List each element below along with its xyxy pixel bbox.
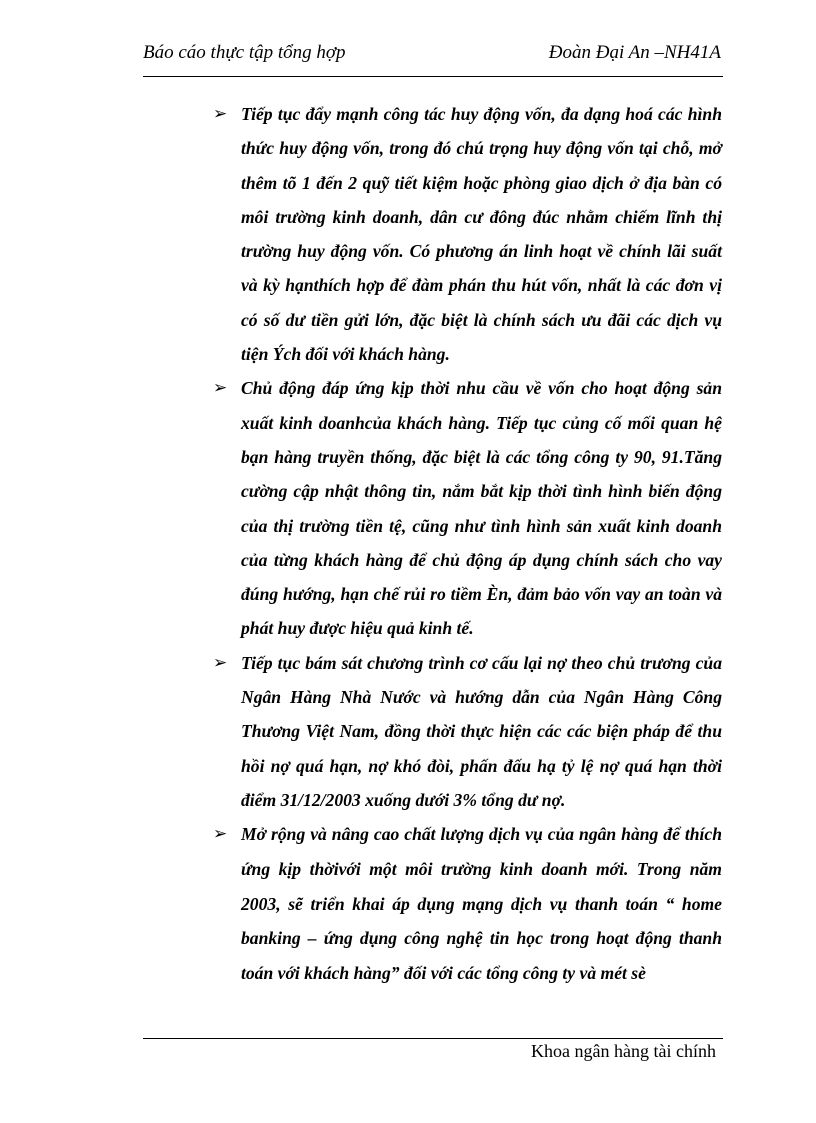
bullet-text-3: Tiếp tục bám sát chương trình cơ cấu lại nợ theo chủ trương của Ngân Hàng Nhà Nước và hướng dẫn của Ngân Hàng Công Thương Việt Nam, đồng thời thực hiện các các biện pháp để thu hồi nợ quá hạn, nợ khó đòi, phấn đấu hạ tỷ lệ nợ quá hạn thời điểm 31/12/2003 xuống dưới 3% tổng dư nợ. [241, 652, 722, 810]
bullet-paragraph-4 [213, 817, 722, 991]
header-author: Đoàn Đại An –NH41A [548, 42, 721, 63]
arrow-bullet-icon: ➢ [213, 824, 228, 844]
bullet-paragraph-2 [213, 371, 722, 645]
bullet-text-2: Chủ động đáp ứng kịp thời nhu cầu về vốn cho hoạt động sản xuất kinh doanhcủa khách hàng. Tiếp tục củng cố mối quan hệ bạn hàng truyền thống, đặc biệt là các tổng công ty 90, 91.Tăng cường cập nhật thông tin, nắm bắt kịp thời tình hình biến động của thị trường tiền tệ, cũng như tình hình sản xuất kinh doanh của từng khách hàng để chủ động áp dụng chính sách cho vay đúng hướng, hạn chế rủi ro tiềm Èn, đảm bảo vốn vay an toàn và phát huy được hiệu quả kinh tế. [241, 378, 722, 639]
page-header [143, 38, 723, 68]
page-footer: Khoa ngân hàng tài chính [531, 1041, 716, 1061]
bullet-paragraph-3 [213, 646, 722, 817]
arrow-bullet-icon: ➢ [213, 652, 228, 672]
bullet-text-4: Mở rộng và nâng cao chất lượng dịch vụ của ngân hàng để thích ứng kịp thờivới một môi trường kinh doanh mới. Trong năm 2003, sẽ triển khai áp dụng mạng dịch vụ thanh toán “ home banking – ứng dụng công nghệ tin học trong hoạt động thanh toán với khách hàng” đối với các tổng công ty và mét sè [241, 824, 722, 984]
header-report-title: Báo cáo thực tập tổng hợp [143, 42, 346, 63]
arrow-bullet-icon: ➢ [213, 378, 228, 398]
header-divider [143, 76, 723, 77]
arrow-bullet-icon: ➢ [213, 104, 228, 123]
bullet-paragraph-1 [213, 97, 722, 371]
bullet-text-1: Tiếp tục đẩy mạnh công tác huy động vốn, đa dạng hoá các hình thức huy động vốn, trong đó chú trọng huy động vốn tại chỗ, mở thêm tõ 1 đến 2 quỹ tiết kiệm hoặc phòng giao dịch ở địa bàn có môi trường kinh doanh, dân cư đông đúc nhằm chiếm lĩnh thị trường huy động vốn. Có phương án linh hoạt về chính lãi suất và kỳ hạnthích hợp để đàm phán thu hút vốn, nhất là các đơn vị có số dư tiền gửi lớn, đặc biệt là chính sách ưu đãi các dịch vụ tiện Ých đối với khách hàng. [241, 104, 722, 365]
body-content [213, 97, 722, 991]
footer-divider [143, 1038, 723, 1039]
